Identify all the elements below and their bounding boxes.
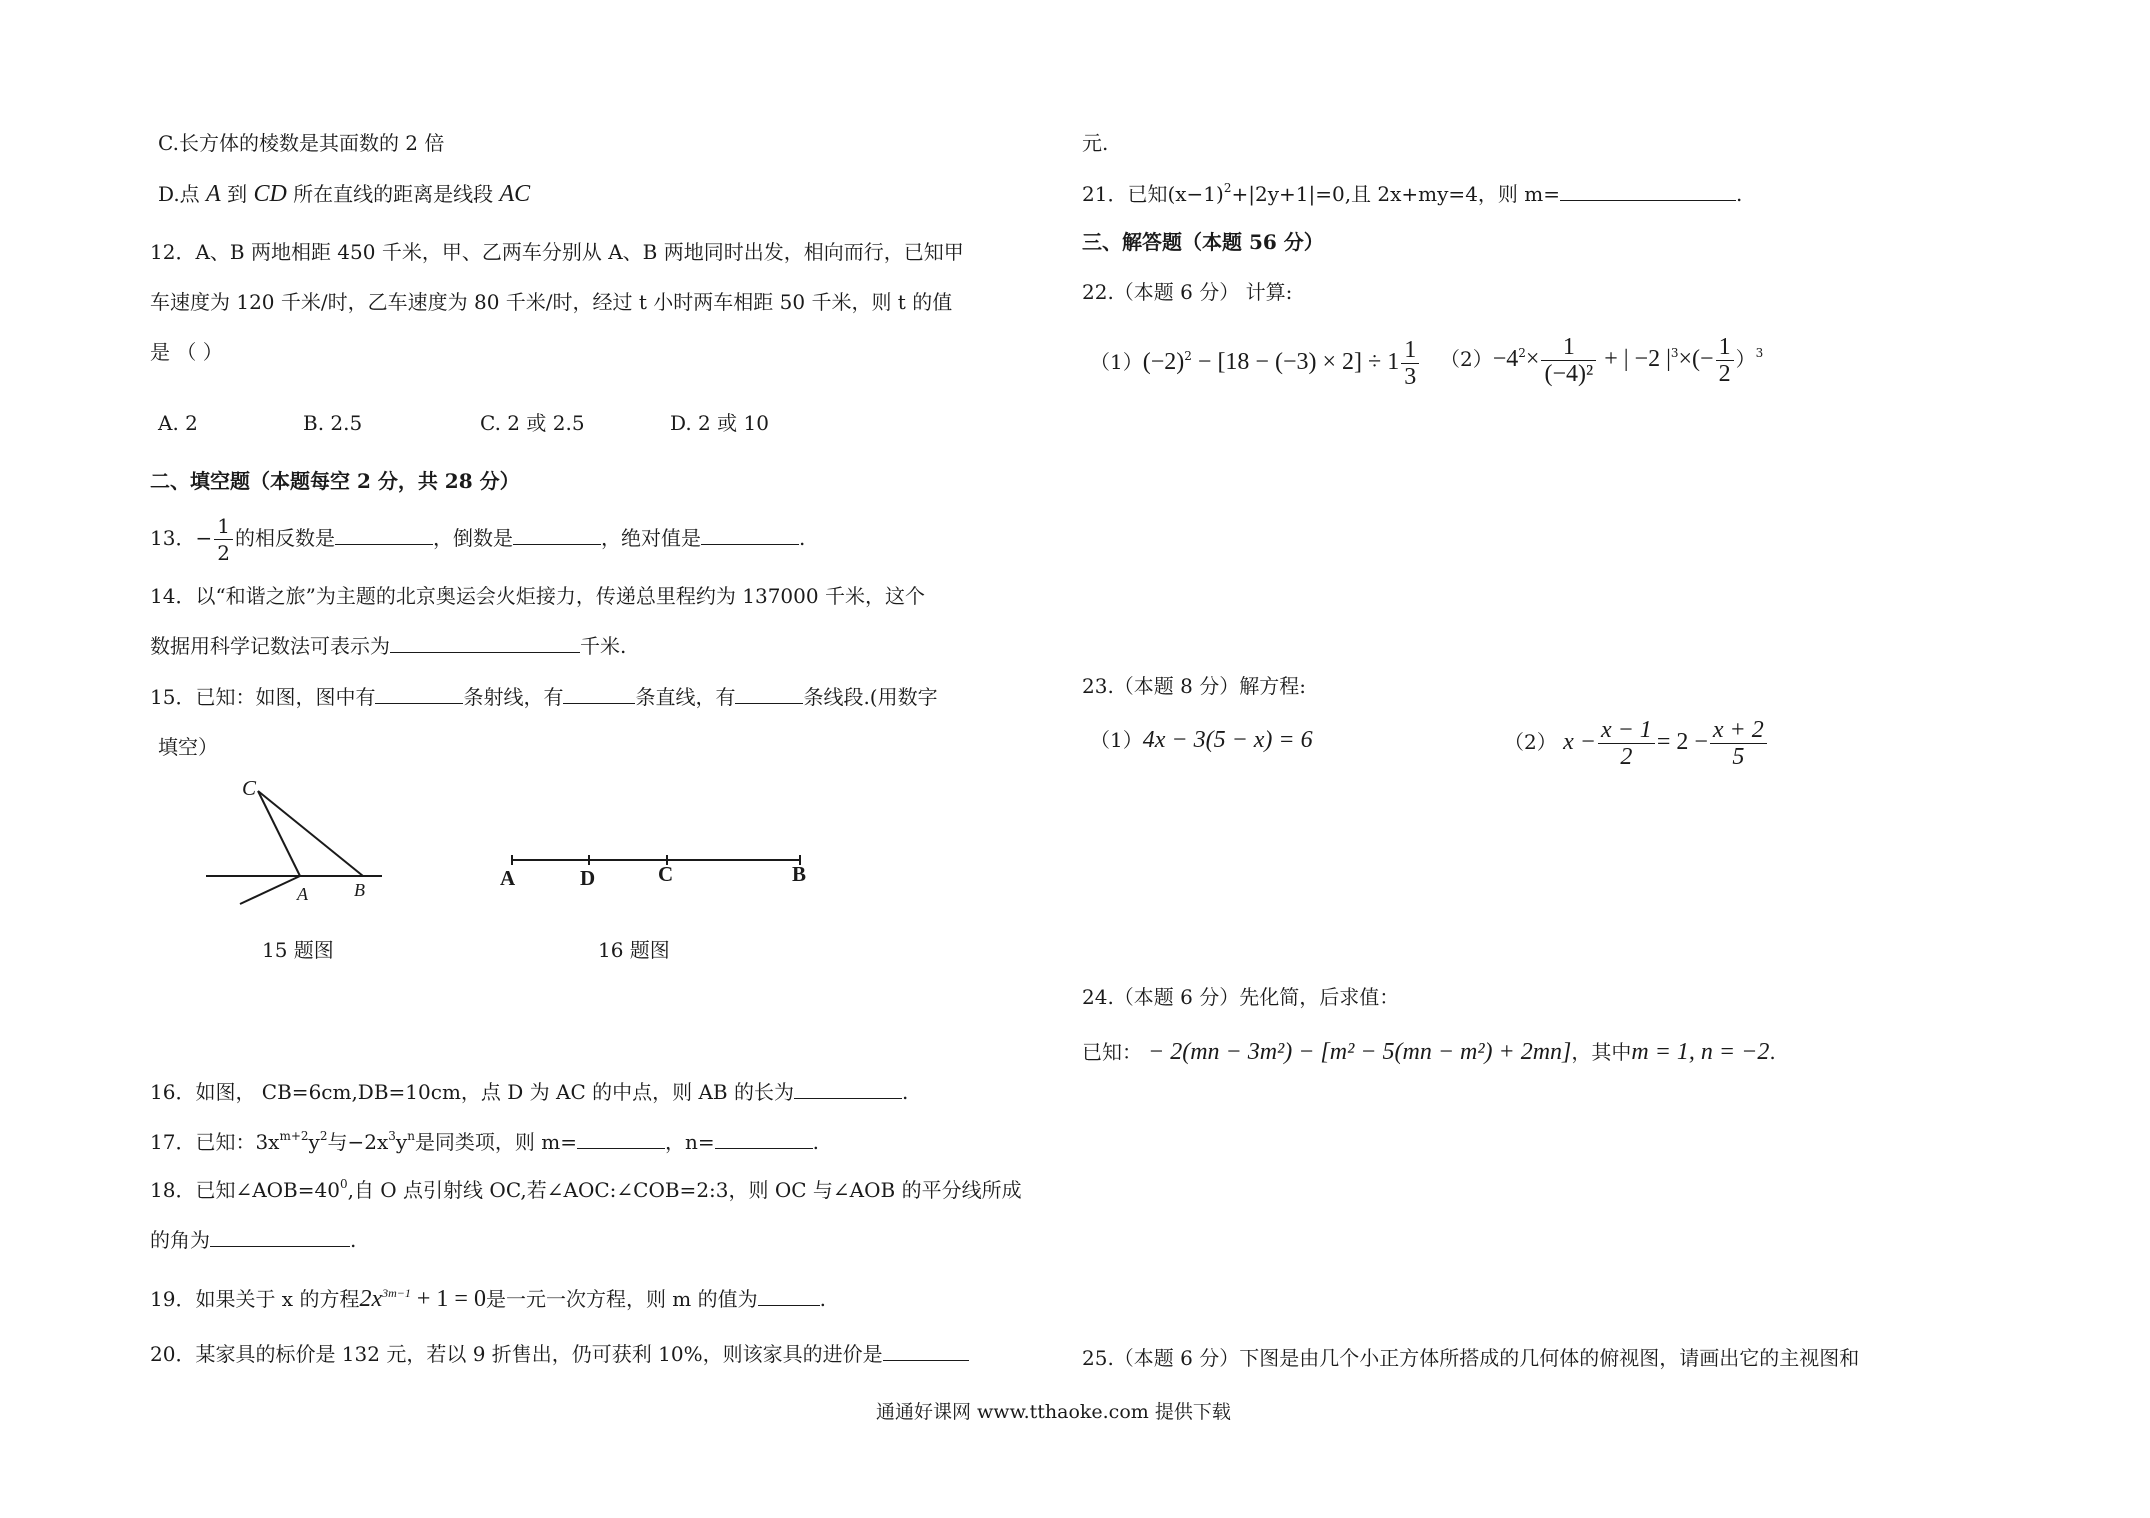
answer-blank[interactable] — [794, 1080, 902, 1099]
q20 — [150, 1342, 969, 1366]
fig16-label-c: C — [658, 862, 674, 886]
fig15-label-a: A — [297, 884, 308, 904]
q18-end: . — [350, 1228, 357, 1252]
q13-number: 13．− — [150, 526, 213, 550]
q23-part-1 — [1090, 728, 1313, 752]
numerator: 1 — [1541, 334, 1596, 361]
fraction-one-third — [1401, 337, 1419, 390]
denominator: 2 — [1718, 361, 1731, 387]
expression: + | −2 | — [1598, 346, 1671, 372]
q18-line-2 — [150, 1228, 356, 1252]
numerator: 1 — [1716, 334, 1734, 361]
part-label: （1） — [1090, 728, 1143, 752]
q25: 25.（本题 6 分）下图是由几个小正方体所搭成的几何体的俯视图，请画出它的主视图和 — [1082, 1346, 1860, 1370]
q11-option-c: C.长方体的棱数是其面数的 2 倍 — [158, 131, 445, 155]
q15-line-2: 填空） — [158, 735, 218, 759]
answer-blank[interactable] — [883, 1342, 969, 1361]
q21 — [1082, 182, 1742, 206]
q11d-text: 到 — [220, 182, 254, 206]
fig16-label-b: B — [792, 862, 807, 886]
fraction-one-over-neg4-squared — [1541, 334, 1596, 387]
q11d-text: D.点 — [158, 182, 207, 206]
q11d-text: 所在直线的距离是线段 — [286, 182, 500, 206]
fig16-label-d: D — [580, 866, 596, 890]
exponent: n — [407, 1129, 415, 1143]
q16 — [150, 1080, 908, 1104]
fig15-label-b: B — [354, 880, 365, 900]
q22-part-2 — [1440, 330, 1763, 388]
q18-text: ,自 O 点引射线 OC,若∠AOC:∠COB=2:3，则 OC 与∠AOB 的平分线所成 — [347, 1178, 1022, 1202]
numerator: x − 1 — [1598, 717, 1655, 744]
q18-line-1 — [150, 1178, 1022, 1202]
q19-text: 是一元一次方程，则 m 的值为 — [485, 1287, 758, 1311]
point-a: A — [206, 181, 221, 207]
fig15-caption: 15 题图 — [262, 938, 334, 962]
exponent: 3m−1 — [382, 1286, 411, 1300]
part-label: （2） — [1440, 347, 1493, 371]
equation: x − — [1563, 729, 1596, 755]
q13-text: ，绝对值是 — [600, 526, 701, 550]
q13-end: . — [798, 526, 806, 550]
q19 — [150, 1287, 826, 1311]
q24-text: 已知： — [1082, 1040, 1142, 1064]
equation: 4x − 3(5 − x) = 6 — [1142, 727, 1313, 753]
fig16-label-a: A — [500, 866, 516, 890]
fig15-segment-ca — [258, 791, 300, 876]
expression: − [18 − (−3) × 2] ÷ 1 — [1191, 349, 1400, 375]
denominator: 2 — [1620, 744, 1633, 770]
q17-text: 17．已知：3x — [150, 1130, 280, 1154]
expression: (−2) — [1142, 349, 1185, 375]
q13-text: 的相反数是 — [234, 526, 335, 550]
denominator: (−4)² — [1544, 361, 1594, 387]
q22-part-1 — [1090, 336, 1421, 390]
figure-16 — [512, 855, 800, 865]
q14-text: 千米. — [580, 634, 627, 658]
fraction-x-plus-2-over-5 — [1710, 717, 1767, 770]
q17 — [150, 1130, 819, 1154]
q21-text: +|2y+1|=0,且 2x+my=4，则 m= — [1231, 182, 1560, 206]
q16-text: 16．如图， CB=6cm,DB=10cm，点 D 为 AC 的中点，则 AB 的长为 — [150, 1080, 794, 1104]
expression: ） — [1735, 347, 1756, 371]
q21-text: 21．已知(x−1) — [1082, 182, 1224, 206]
q17-text: ，n= — [665, 1130, 715, 1154]
fraction-one-half — [1716, 334, 1734, 387]
q23-heading: 23.（本题 8 分）解方程: — [1082, 674, 1306, 698]
q15-text: 条射线，有 — [463, 685, 564, 709]
exponent: m+2 — [279, 1129, 309, 1143]
fraction-x-minus-1-over-2 — [1598, 717, 1655, 770]
degree-sign: 0 — [339, 1177, 348, 1191]
exponent: 3 — [388, 1129, 396, 1143]
q24-text: ，其中 — [1571, 1040, 1632, 1064]
line-cd: CD — [253, 181, 287, 207]
q20-end: 元. — [1082, 131, 1109, 155]
answer-blank[interactable] — [210, 1228, 350, 1247]
q15-text: 条直线，有 — [635, 685, 736, 709]
exponent: 2 — [1184, 349, 1192, 363]
q15-text: 15．已知：如图，图中有 — [150, 685, 376, 709]
answer-blank[interactable] — [1560, 182, 1736, 201]
part-label: （1） — [1090, 350, 1143, 374]
q18-text: 18．已知∠AOB=40 — [150, 1178, 340, 1202]
part-label: （2） — [1504, 730, 1557, 754]
answer-blank[interactable] — [715, 1130, 813, 1149]
numerator: 1 — [1401, 337, 1419, 364]
numerator: x + 2 — [1710, 717, 1767, 744]
section-2-heading: 二、填空题（本题每空 2 分，共 28 分） — [150, 469, 520, 493]
q14-line-1: 14．以“和谐之旅”为主题的北京奥运会火炬接力，传递总里程约为 137000 千米，这个 — [150, 584, 925, 608]
segment-ac: AC — [499, 181, 531, 207]
equation: + 1 = 0 — [410, 1286, 486, 1312]
q17-text: 是同类项，则 m= — [414, 1130, 578, 1154]
exponent: 2 — [1518, 346, 1526, 360]
q12-line-2: 车速度为 120 千米/时，乙车速度为 80 千米/时，经过 t 小时两车相距 50 千米，则 t 的值 — [150, 290, 953, 314]
answer-blank[interactable] — [758, 1287, 820, 1306]
q12-line-1: 12．A、B 两地相距 450 千米，甲、乙两车分别从 A、B 两地同时出发，相向而行，已知甲 — [150, 240, 964, 264]
exponent: 3 — [1755, 346, 1764, 360]
equation: = 2 − — [1656, 729, 1708, 755]
q18-text: 的角为 — [150, 1228, 210, 1252]
q23-part-2 — [1504, 716, 1769, 770]
denominator: 2 — [217, 541, 230, 565]
exponent: 2 — [1223, 181, 1232, 195]
q17-end: . — [812, 1130, 820, 1154]
q19-text: 19．如果关于 x 的方程 — [150, 1287, 360, 1311]
q17-text: y — [308, 1130, 320, 1154]
denominator: 5 — [1732, 744, 1745, 770]
q24-heading: 24.（本题 6 分）先化简，后求值： — [1082, 985, 1400, 1009]
section-3-heading: 三、解答题（本题 56 分） — [1082, 230, 1324, 254]
q12-line-3: 是 （ ） — [150, 340, 223, 364]
fig16-caption: 16 题图 — [598, 938, 670, 962]
q12-option-b: B. 2.5 — [303, 411, 363, 435]
exponent: 3 — [1670, 346, 1679, 360]
condition: m = 1, n = −2 — [1631, 1039, 1770, 1065]
expression: −4 — [1492, 346, 1519, 372]
q20-text: 20．某家具的标价是 132 元，若以 9 折售出，仍可获利 10%，则该家具的进价是 — [150, 1342, 883, 1366]
q22-heading: 22.（本题 6 分） 计算: — [1082, 280, 1293, 304]
fig15-label-c: C — [242, 776, 257, 800]
q17-text: y — [395, 1130, 408, 1154]
expression: × — [1525, 346, 1540, 372]
equation: 2x — [359, 1286, 383, 1312]
q16-end: . — [901, 1080, 909, 1104]
page-footer: 通通好课网 www.tthaoke.com 提供下载 — [876, 1401, 1231, 1423]
q12-option-a: A. 2 — [158, 411, 198, 435]
q15-text: 条线段.(用数字 — [803, 685, 938, 709]
q24-end: . — [1769, 1040, 1776, 1064]
fig15-ray-from-a — [240, 876, 300, 904]
q13-text: ，倒数是 — [432, 526, 513, 550]
expression: − 2(mn − 3m²) − [m² − 5(mn − m²) + 2mn] — [1142, 1039, 1572, 1065]
q14-text: 数据用科学记数法可表示为 — [150, 634, 390, 658]
expression: ×(− — [1678, 346, 1714, 372]
denominator: 3 — [1404, 364, 1417, 390]
q17-text: 与−2x — [327, 1130, 389, 1154]
exponent: 2 — [319, 1129, 328, 1143]
q19-end: . — [819, 1287, 826, 1311]
q21-end: . — [1736, 182, 1743, 206]
q12-option-d: D. 2 或 10 — [670, 411, 769, 435]
answer-blank[interactable] — [577, 1130, 665, 1149]
numerator: 1 — [214, 513, 233, 540]
fig15-segment-cb — [258, 791, 363, 876]
q24-expression-line — [1082, 1040, 1776, 1064]
q12-option-c: C. 2 或 2.5 — [480, 411, 585, 435]
